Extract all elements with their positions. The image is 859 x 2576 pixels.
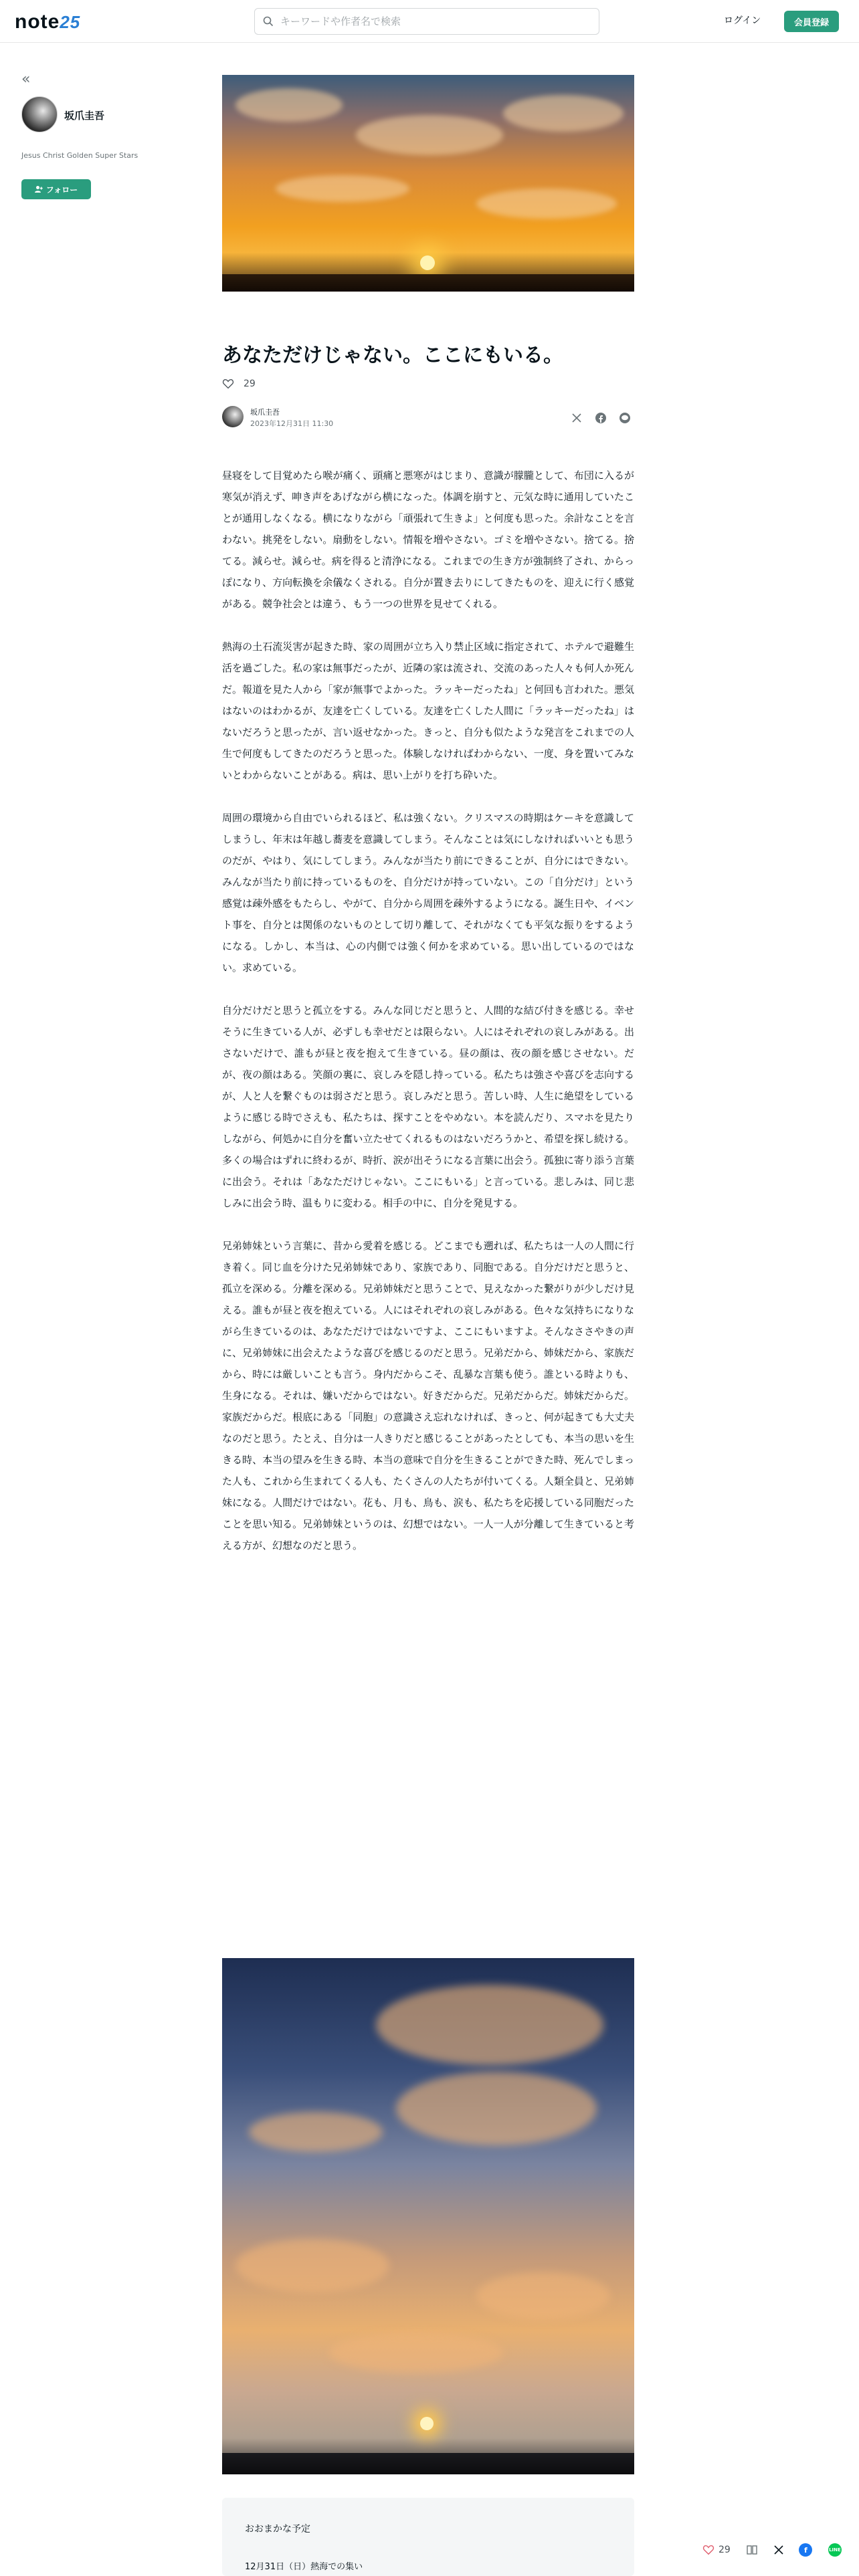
float-like-count: 29 <box>719 2545 731 2555</box>
line-share-icon[interactable] <box>618 411 632 425</box>
x-share-icon[interactable] <box>570 411 583 425</box>
publish-date: 2023年12月31日 11:30 <box>250 419 334 428</box>
search-input[interactable] <box>280 15 599 27</box>
article-paragraph: 熱海の土石流災害が起きた時、家の周囲が立ち入り禁止区域に指定されて、ホテルで避難生活を過ごした。私の家は無事だったが、近隣の家は流され、交流のあった人々も何人か死んだ。報道を見た人から「家が無事でよかった。ラッキーだったね」と何回も言われた。悪気はないのはわかるが、友達を亡くしている。友達を亡くした人間に「ラッキーだったね」はないだろうと思ったが、言い返せなかった。きっと、自分も似たような発言をこれまでの人生で何度もしてきたのだろうと思った。体験しなければわからない、一度、身を置いてみないとわからないことがある。病は、思い上がりを打ち砕いた。 <box>222 641 634 781</box>
sunset-hero-image <box>222 75 634 292</box>
author-name[interactable]: 坂爪圭吾 <box>250 408 280 417</box>
facebook-icon: f <box>799 2543 812 2557</box>
search-box[interactable] <box>254 8 599 35</box>
float-like-button[interactable] <box>702 2544 731 2556</box>
login-link[interactable]: ログイン <box>724 15 761 26</box>
creator-avatar[interactable] <box>21 96 58 132</box>
like-count: 29 <box>244 379 256 389</box>
follow-label: フォロー <box>45 185 78 195</box>
article-paragraph: 自分だけだと思うと孤立をする。みんな同じだと思うと、人間的な結び付きを感じる。幸せそうに生きている人が、必ずしも幸せだとは限らない。人にはそれぞれの哀しみがある。出さないだけで、誰もが昼と夜を抱えて生きている。昼の顔は、夜の顔を感じさせない。だが、夜の顔はある。笑顔の裏に、哀しみを隠し持っている。私たちは強さや喜びを志向するが、人と人を繋ぐものは弱さだと思う。哀しみだと思う。苦しい時、人生に絶望をしているように感じる時でさえも、私たちは、探すことをやめない。本を読んだり、スマホを見たりしながら、何処かに自分を奮い立たせてくれるものはないだろうかと、希望を探し続ける。多くの場合はずれに終わるが、時折、涙が出そうになる言葉に出会う。孤独に寄り添う言葉に出会う。それは「あなただけじゃない。ここにもいる」と言っている。悲しみは、同じ悲しみに出会う時、温もりに変わる。相手の中に、自分を発見する。 <box>222 1004 634 1209</box>
schedule-box <box>222 2498 634 2576</box>
magazine-add-button[interactable] <box>746 2544 758 2556</box>
float-x-share[interactable] <box>774 2545 783 2555</box>
article-title: あなただけじゃない。ここにもいる。 <box>222 344 563 367</box>
float-facebook-share[interactable] <box>799 2543 812 2557</box>
follow-button[interactable] <box>21 179 91 199</box>
creator-description: Jesus Christ Golden Super Stars <box>21 151 138 160</box>
author-avatar[interactable] <box>222 406 244 427</box>
schedule-item: 12月31日（日）熱海での集い <box>245 2562 363 2572</box>
float-line-share[interactable] <box>828 2543 842 2557</box>
logo-text: note <box>15 11 60 33</box>
user-plus-icon <box>35 185 43 193</box>
sky-sunset-image <box>222 1958 634 2474</box>
article-paragraph: 兄弟姉妹という言葉に、昔から愛着を感じる。どこまでも遡れば、私たちは一人の人間に行き着く。同じ血を分けた兄弟姉妹であり、家族であり、同胞である。自分だけだと思うと、孤立を深める。分離を深める。兄弟姉妹だと思うことで、見えなかった繋がりが少しだけ見える。誰もが昼と夜を抱えている。人にはそれぞれの哀しみがある。色々な気持ちになりながら生きているのは、あなただけではないですよ、ここにもいますよ。そんなささやきの声に、兄弟姉妹に出会えたような喜びを感じるのだと思う。兄弟だから、姉妹だから、家族だから、時には厳しいことも言う。身内だからこそ、乱暴な言葉も使う。誰といる時よりも、生身になる。それは、嫌いだからではない。好きだからだ。兄弟だからだ。姉妹だからだ。家族だからだ。根底にある「同胞」の意識さえ忘れなければ、きっと、何が起きても大丈夫なのだと思う。たとえ、自分は一人きりだと感じることがあったとしても、本当の思いを生きる時、本当の望みを生きる時、本当の意味で自分を生きることができた時、死んでしまった人も、これから生まれてくる人も、たくさんの人たちが付いてくる。人類全員と、兄弟姉妹になる。人間だけではない。花も、月も、鳥も、涙も、私たちを応援している同胞だったことを思い知る。兄弟姉妹というのは、幻想ではない。一人一人が分離して生きていると考える方が、幻想なのだと思う。 <box>222 1240 634 1551</box>
heart-icon <box>702 2544 714 2556</box>
line-icon: LINE <box>828 2543 842 2557</box>
like-row <box>222 378 256 390</box>
x-icon <box>774 2545 783 2555</box>
article-body <box>222 465 634 1578</box>
site-header <box>0 0 859 43</box>
logo-anniversary-mark: 25 <box>60 12 81 32</box>
heart-icon[interactable] <box>222 378 234 390</box>
collapse-sidebar-icon[interactable]: « <box>21 71 31 88</box>
search-icon <box>263 16 274 27</box>
register-button[interactable]: 会員登録 <box>784 11 839 32</box>
note-logo[interactable] <box>15 11 80 33</box>
article-paragraph: 昼寝をして目覚めたら喉が痛く、頭痛と悪寒がはじまり、意識が朦朧として、布団に入るが寒気が消えず、呻き声をあげながら横になった。体調を崩すと、元気な時に通用していたことが通用しなくなる。横になりながら「頑張れて生きよ」と何度も思った。余計なことを言わない。挑発をしない。扇動をしない。情報を増やさない。ゴミを増やさない。捨てる。捨てる。減らせ。減らせ。病を得ると清浄になる。これまでの生き方が強制終了され、からっぽになり、方向転換を余儀なくされる。自分が置き去りにしてきたものを、迎えに行く感覚がある。競争社会とは違う、もう一つの世界を見せてくれる。 <box>222 469 634 610</box>
floating-action-bar <box>698 2535 846 2565</box>
magazine-icon <box>746 2544 758 2556</box>
article-paragraph: 周囲の環境から自由でいられるほど、私は強くない。クリスマスの時期はケーキを意識してしまうし、年末は年越し蕎麦を意識してしまう。そんなことは気にしなければいいとも思うのだが、やはり、気にしてしまう。みんなが当たり前にできることが、自分にはできない。みんなが当たり前に持っているものを、自分だけが持っていない。この「自分だけ」という感覚は疎外感をもたらし、やがて、自分から周囲を疎外するようになる。誕生日や、イベント事を、自分とは関係のないものとして切り離して、それがなくても平気な振りをするようになる。しかし、本当は、心の内側では強く何かを求めている。思い出しているのではない。求めている。 <box>222 812 634 974</box>
author-row <box>222 406 634 430</box>
creator-name[interactable]: 坂爪圭吾 <box>64 110 105 122</box>
schedule-title: おおまかな予定 <box>245 2524 310 2535</box>
facebook-share-icon[interactable] <box>594 411 607 425</box>
